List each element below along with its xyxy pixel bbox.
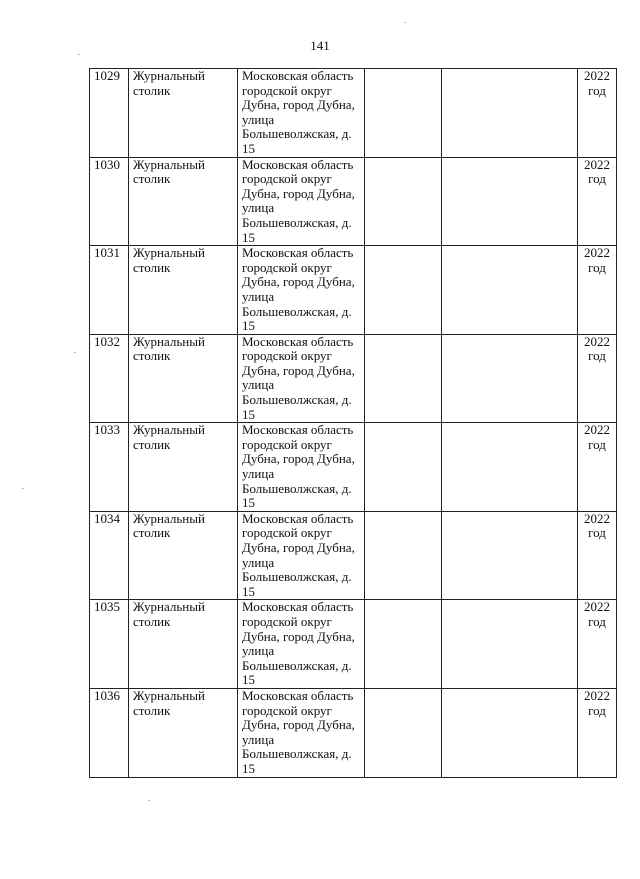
empty-cell: [365, 423, 442, 512]
item-name-cell: Журнальный столик: [129, 334, 238, 423]
empty-cell: [365, 157, 442, 246]
empty-cell: [442, 246, 578, 335]
scan-speck: [404, 22, 406, 23]
item-year-suffix: год: [588, 348, 606, 364]
empty-cell: [365, 511, 442, 600]
item-address-cell: Московская область городской округ Дубна, город Дубна, улица Большеволжская, д. 15: [238, 69, 365, 158]
empty-cell: [365, 688, 442, 777]
item-address-cell: Московская область городской округ Дубна, город Дубна, улица Большеволжская, д. 15: [238, 423, 365, 512]
item-year-suffix: год: [588, 259, 606, 275]
item-year-cell: [578, 423, 617, 512]
table-row: [90, 69, 617, 158]
item-year: 2022: [584, 245, 610, 261]
table-body: [90, 69, 617, 778]
scan-speck: [22, 488, 24, 489]
item-year: 2022: [584, 688, 610, 703]
scan-speck: [78, 54, 80, 55]
item-year-cell: [578, 511, 617, 600]
item-address-cell: Московская область городской округ Дубна, город Дубна, улица Большеволжская, д. 15: [238, 600, 365, 689]
item-name-cell: Журнальный столик: [129, 423, 238, 512]
item-name-cell: Журнальный столик: [129, 157, 238, 246]
table-row: [90, 334, 617, 423]
item-year-cell: [578, 600, 617, 689]
item-year: 2022: [584, 334, 610, 349]
empty-cell: [442, 600, 578, 689]
table-row: [90, 511, 617, 600]
item-name-cell: Журнальный столик: [129, 69, 238, 158]
scan-speck: [148, 800, 150, 801]
item-year-suffix: год: [588, 82, 606, 98]
item-year-suffix: год: [588, 525, 606, 541]
empty-cell: [442, 157, 578, 246]
table-row: [90, 157, 617, 246]
item-year: 2022: [584, 599, 610, 615]
item-year-suffix: год: [588, 702, 606, 718]
table-row: [90, 600, 617, 689]
item-year-cell: [578, 157, 617, 246]
item-address-cell: Московская область городской округ Дубна, город Дубна, улица Большеволжская, д. 15: [238, 688, 365, 777]
empty-cell: [442, 511, 578, 600]
item-name-cell: Журнальный столик: [129, 688, 238, 777]
table-row: [90, 688, 617, 777]
empty-cell: [365, 246, 442, 335]
inventory-table: [89, 68, 617, 778]
table-row: [90, 246, 617, 335]
empty-cell: [365, 69, 442, 158]
item-year: 2022: [584, 422, 610, 438]
item-address-cell: Московская область городской округ Дубна, город Дубна, улица Большеволжская, д. 15: [238, 157, 365, 246]
item-number-cell: 1033: [90, 423, 129, 512]
item-year: 2022: [584, 157, 610, 172]
empty-cell: [365, 600, 442, 689]
item-year-suffix: год: [588, 171, 606, 187]
item-year-suffix: год: [588, 436, 606, 452]
empty-cell: [442, 334, 578, 423]
item-year-cell: [578, 688, 617, 777]
item-year-cell: [578, 246, 617, 335]
item-year: 2022: [584, 511, 610, 526]
item-number-cell: 1031: [90, 246, 129, 335]
item-number-cell: 1036: [90, 688, 129, 777]
item-number-cell: 1034: [90, 511, 129, 600]
item-number-cell: 1035: [90, 600, 129, 689]
empty-cell: [365, 334, 442, 423]
item-address-cell: Московская область городской округ Дубна, город Дубна, улица Большеволжская, д. 15: [238, 511, 365, 600]
item-year-suffix: год: [588, 613, 606, 629]
empty-cell: [442, 423, 578, 512]
item-number-cell: 1032: [90, 334, 129, 423]
item-year-cell: [578, 69, 617, 158]
item-name-cell: Журнальный столик: [129, 600, 238, 689]
item-year-cell: [578, 334, 617, 423]
empty-cell: [442, 688, 578, 777]
table-row: [90, 423, 617, 512]
item-number-cell: 1030: [90, 157, 129, 246]
item-year: 2022: [584, 68, 610, 83]
item-address-cell: Московская область городской округ Дубна, город Дубна, улица Большеволжская, д. 15: [238, 334, 365, 423]
item-name-cell: Журнальный столик: [129, 246, 238, 335]
page-number: 141: [310, 38, 330, 53]
item-address-cell: Московская область городской округ Дубна, город Дубна, улица Большеволжская, д. 15: [238, 246, 365, 335]
item-number-cell: 1029: [90, 69, 129, 158]
scan-speck: [74, 352, 76, 353]
empty-cell: [442, 69, 578, 158]
item-name-cell: Журнальный столик: [129, 511, 238, 600]
